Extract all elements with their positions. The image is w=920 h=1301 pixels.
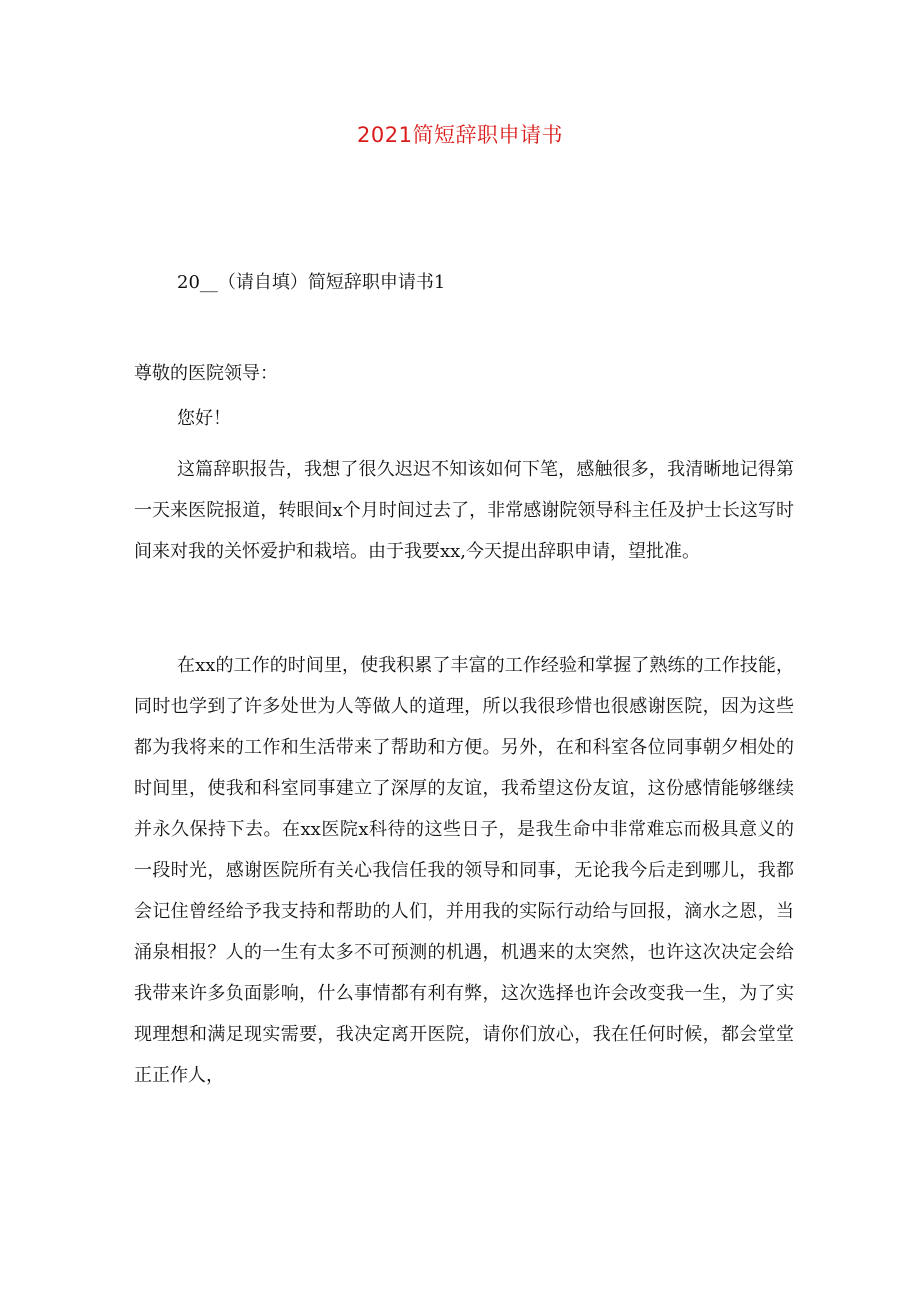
- body-paragraph: 在xx的工作的时间里，使我积累了丰富的工作经验和掌握了熟练的工作技能，同时也学到了许多处世为人等做人的道理，所以我很珍惜也很感谢医院，因为这些都为我将来的工作和生活带来了帮助和方便。另外，在和科室各位同事朝夕相处的时间里，使我和科室同事建立了深厚的友谊，我希望这份友谊，这份感情能够继续并永久保持下去。在xx医院x科待的这些日子，是我生命中非常难忘而极具意义的一段时光，感谢医院所有关心我信任我的领导和同事，无论我今后走到哪儿，我都会记住曾经给予我支持和帮助的人们，并用我的实际行动给与回报，滴水之恩，当涌泉相报？人的一生有太多不可预测的机遇，机遇来的太突然，也许这次决定会给我带来许多负面影响，什么事情都有利有弊，这次选择也许会改变我一生，为了实现理想和满足现实需要，我决定离开医院，请你们放心，我在任何时候，都会堂堂正正作人，: [134, 655, 794, 1086]
- document-subtitle: 20__（请自填）简短辞职申请书1: [177, 272, 446, 293]
- salutation: 尊敬的医院领导：: [134, 363, 278, 384]
- document-title: 2021简短辞职申请书: [357, 123, 563, 147]
- greeting: 您好！: [177, 408, 231, 429]
- body-paragraph: 这篇辞职报告，我想了很久迟迟不知该如何下笔，感触很多，我清晰地记得第一天来医院报道，转眼间x个月时间过去了，非常感谢院领导科主任及护士长这写时间来对我的关怀爱护和栽培。由于我要xx,今天提出辞职申请，望批准。: [134, 459, 794, 562]
